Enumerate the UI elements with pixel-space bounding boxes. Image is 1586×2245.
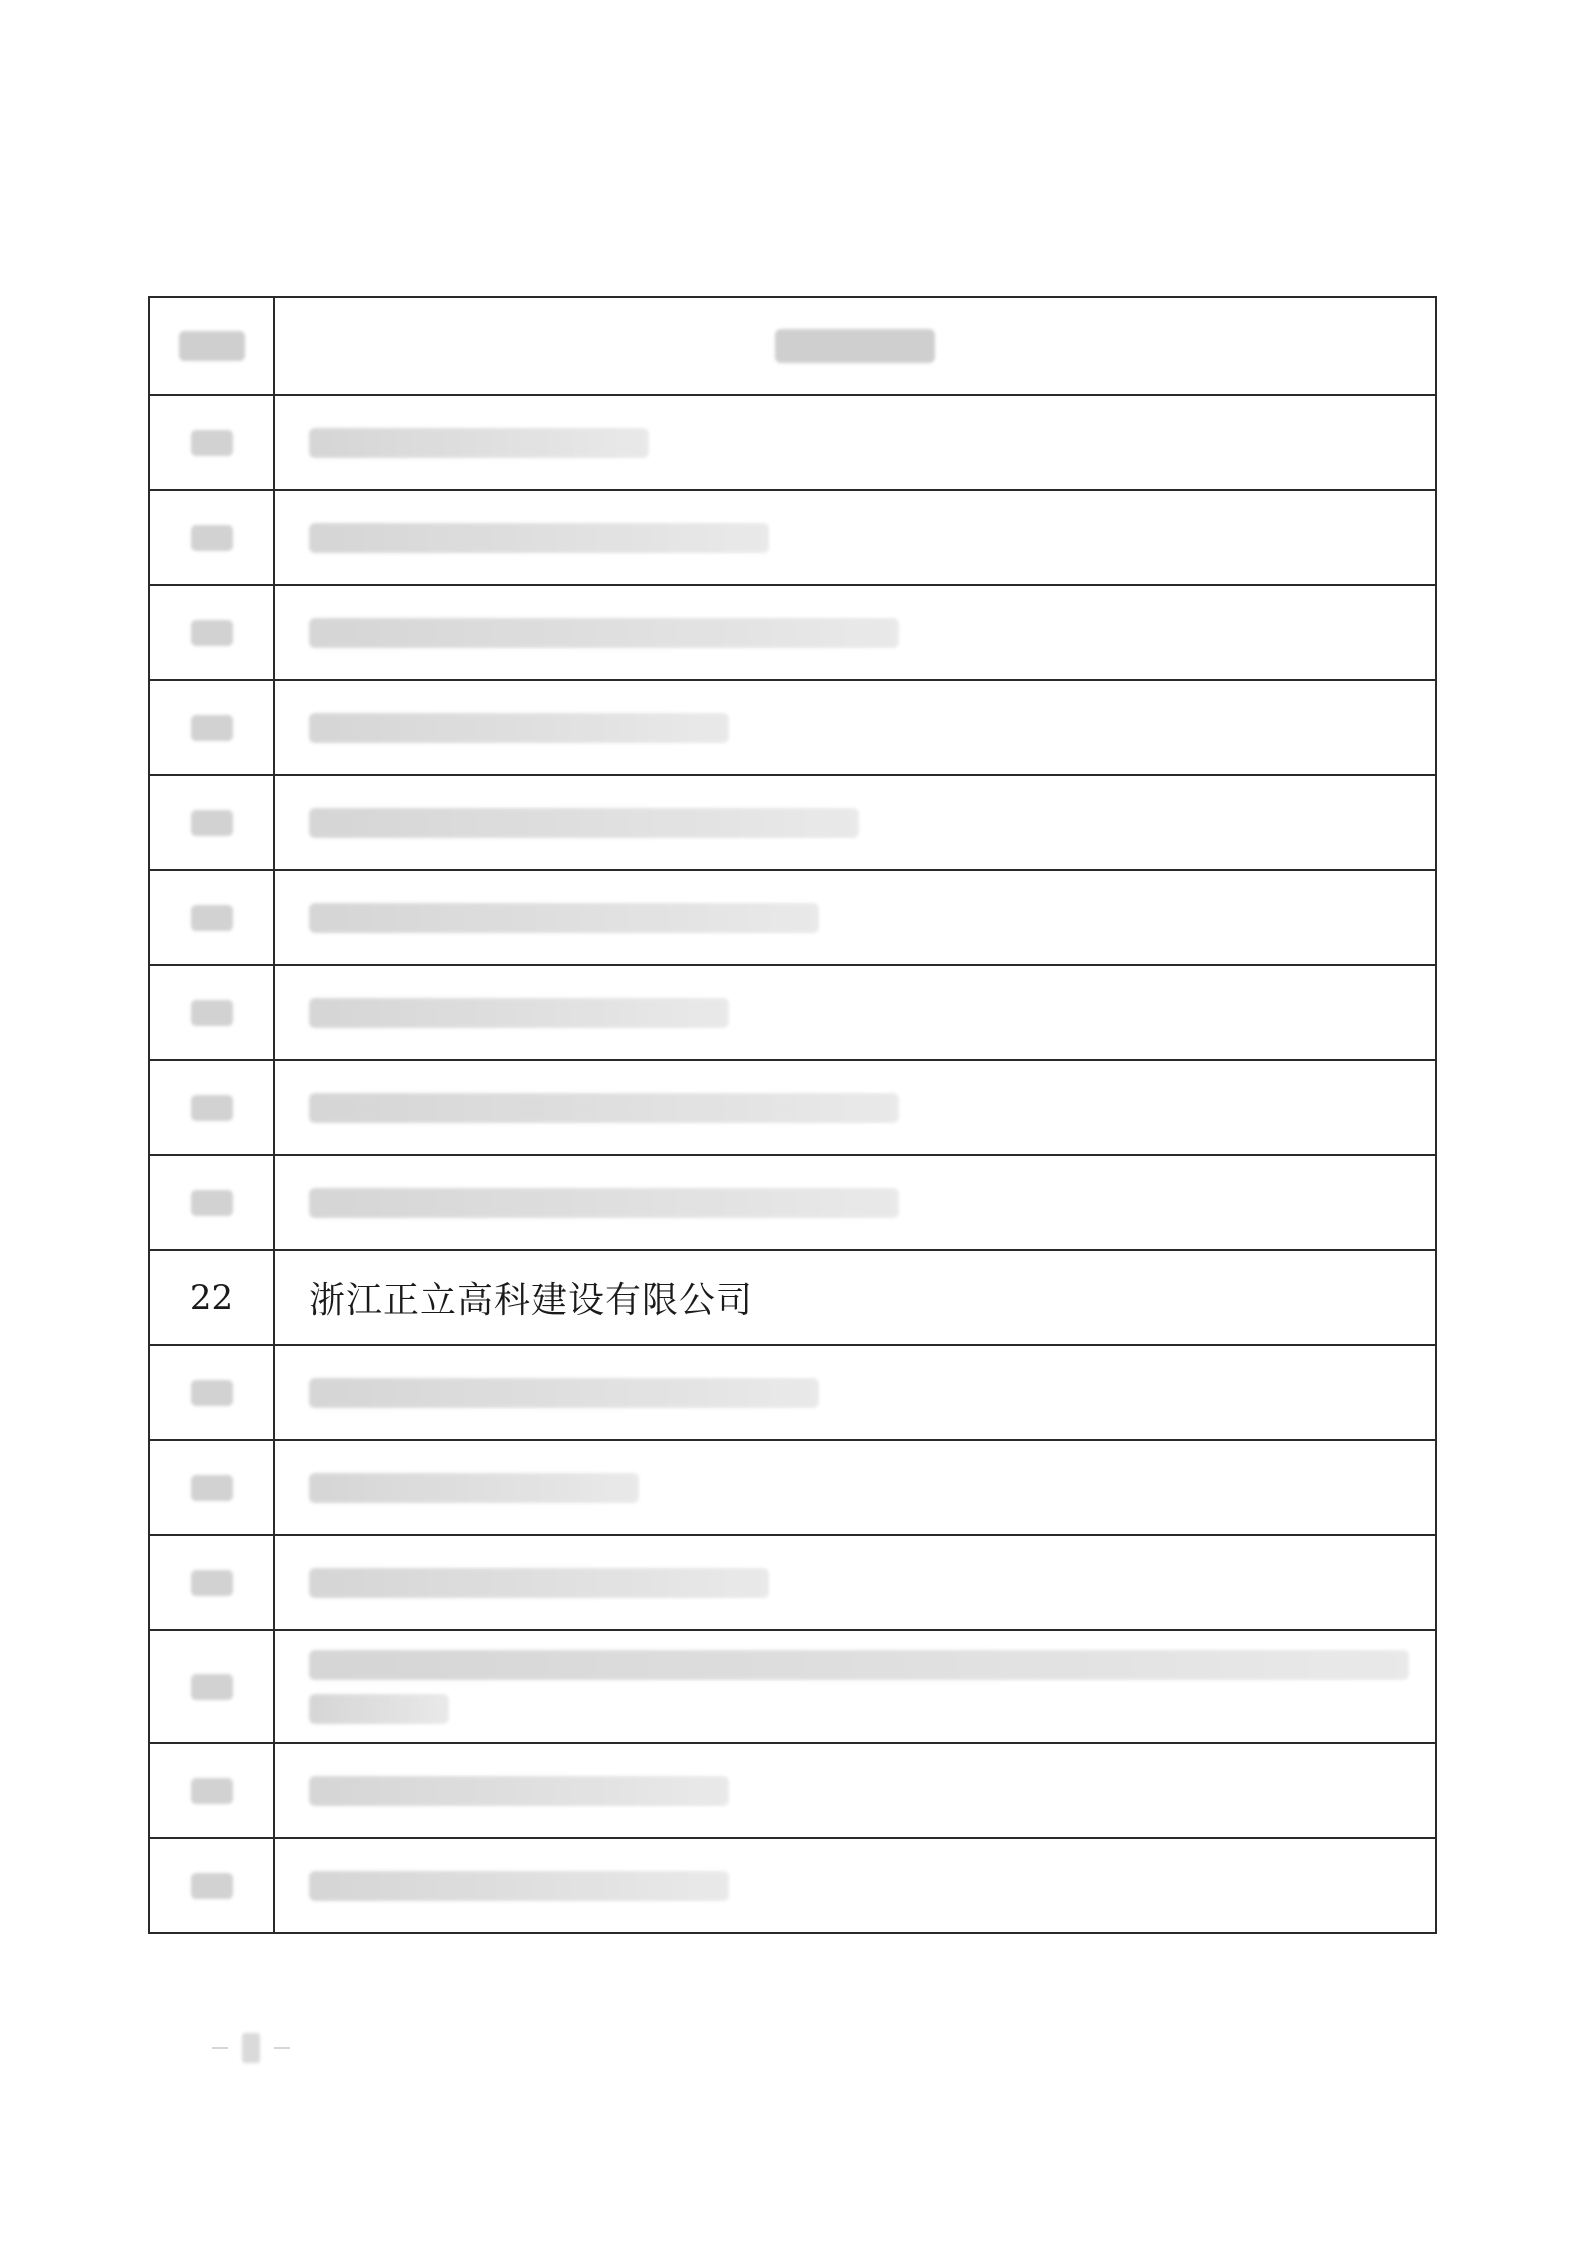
row-number-cell: [150, 1441, 275, 1534]
blurred-text: [191, 1095, 233, 1121]
blurred-text: [191, 1674, 233, 1700]
table-row: [150, 681, 1435, 776]
blurred-text: [309, 713, 729, 743]
row-name-cell: [275, 1744, 1435, 1837]
blurred-text: [309, 1093, 899, 1123]
row-name-cell: [275, 871, 1435, 964]
blurred-text: [191, 810, 233, 836]
blurred-text: [309, 618, 899, 648]
table-row: [150, 1156, 1435, 1251]
row-name-cell: [275, 1631, 1435, 1742]
blurred-text: [191, 430, 233, 456]
table-row: [150, 1061, 1435, 1156]
row-name-cell: [275, 1346, 1435, 1439]
row-number-cell: [150, 491, 275, 584]
row-number-cell: [150, 1156, 275, 1249]
header-cell-number: [150, 298, 275, 394]
blurred-text: [191, 1475, 233, 1501]
table-row: [150, 491, 1435, 586]
row-name-cell: [275, 776, 1435, 869]
row-number-cell: [150, 586, 275, 679]
table-row: [150, 871, 1435, 966]
blurred-text: [191, 525, 233, 551]
header-cell-name: [275, 298, 1435, 394]
row-name-cell: [275, 966, 1435, 1059]
blurred-text: [309, 523, 769, 553]
blurred-text: [191, 1778, 233, 1804]
row-name-cell: [275, 1839, 1435, 1932]
row-number-cell: [150, 396, 275, 489]
blurred-text: [309, 1568, 769, 1598]
row-number-cell: [150, 1346, 275, 1439]
table-row: [150, 1744, 1435, 1839]
blurred-text: [309, 1378, 819, 1408]
row-number-cell: [150, 871, 275, 964]
blurred-text: [242, 2033, 260, 2063]
table-row: [150, 1839, 1435, 1932]
blurred-text: [191, 1190, 233, 1216]
blurred-text: [309, 1694, 449, 1724]
row-number-cell: 22: [150, 1251, 275, 1344]
row-name-cell: [275, 1536, 1435, 1629]
blurred-text: [191, 1380, 233, 1406]
table-row: [150, 1536, 1435, 1631]
blurred-text: [309, 903, 819, 933]
table-row: [150, 1631, 1435, 1744]
blurred-text: [309, 998, 729, 1028]
row-name-cell: [275, 1061, 1435, 1154]
table-row: [150, 1346, 1435, 1441]
blurred-text: [309, 1188, 899, 1218]
row-number-cell: [150, 1061, 275, 1154]
table-row: [150, 776, 1435, 871]
row-name-cell: [275, 681, 1435, 774]
table-row: [150, 1441, 1435, 1536]
dash: [212, 2047, 228, 2049]
row-number-cell: [150, 1631, 275, 1742]
row-name-cell: [275, 586, 1435, 679]
blurred-text: [775, 329, 935, 363]
row-name-cell: [275, 1441, 1435, 1534]
table-row: [150, 586, 1435, 681]
blurred-text: [309, 808, 859, 838]
blurred-text: [179, 331, 245, 361]
table-header-row: [150, 298, 1435, 396]
enterprise-table: [148, 296, 1437, 1934]
row-number-cell: [150, 776, 275, 869]
row-number-cell: [150, 1744, 275, 1837]
table-row: [150, 966, 1435, 1061]
blurred-text: [191, 1570, 233, 1596]
blurred-text: [309, 1871, 729, 1901]
blurred-text: [191, 620, 233, 646]
row-name-cell: 浙江正立高科建设有限公司: [309, 1280, 754, 1321]
blurred-text: [191, 1873, 233, 1899]
blurred-text: [191, 905, 233, 931]
blurred-text: [191, 715, 233, 741]
blurred-text: [309, 1473, 639, 1503]
row-number-cell: [150, 966, 275, 1059]
row-name-cell: [275, 491, 1435, 584]
table-row: [150, 1251, 1435, 1346]
row-number-cell: [150, 1839, 275, 1932]
table-row: [150, 396, 1435, 491]
row-number-cell: [150, 681, 275, 774]
blurred-text: [309, 1650, 1409, 1680]
blurred-text: [309, 428, 649, 458]
blurred-text: [309, 1776, 729, 1806]
row-name-cell: [275, 396, 1435, 489]
row-number-cell: [150, 1536, 275, 1629]
blurred-text: [191, 1000, 233, 1026]
row-name-cell: [275, 1156, 1435, 1249]
dash: [274, 2047, 290, 2049]
page-number: [196, 2030, 306, 2066]
